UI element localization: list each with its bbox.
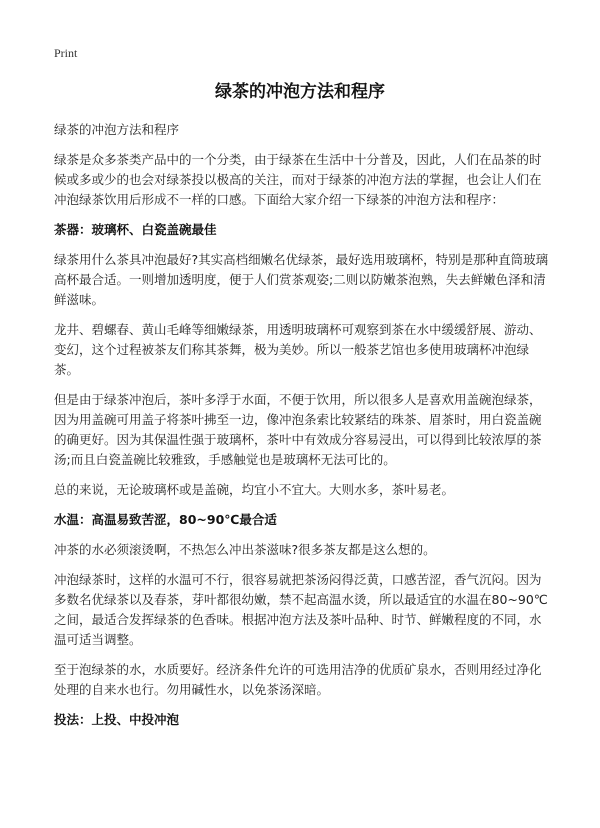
teaware-paragraph-4: 总的来说，无论玻璃杯或是盖碗，均宜小不宜大。大则水多，茶叶易老。	[54, 482, 455, 497]
water-paragraph-3: 至于泡绿茶的水，水质要好。经济条件允许的可选用洁净的优质矿泉水，否则用经过净化处理的自来水也行。勿用碱性水，以免茶汤深暗。	[54, 662, 542, 697]
article-subtitle: 绿茶的冲泡方法和程序	[54, 122, 180, 137]
section-heading-teaware: 茶器：玻璃杯、白瓷盖碗最佳	[54, 222, 217, 237]
water-paragraph-1: 冲茶的水必须滚烫啊，不热怎么冲出茶滋味?很多茶友都是这么想的。	[54, 542, 436, 557]
print-link[interactable]: Print	[54, 46, 78, 60]
section-heading-water-temperature: 水温：高温易致苦涩，80~90℃最合适	[54, 512, 277, 527]
teaware-paragraph-1: 绿茶用什么茶具冲泡最好?其实高档细嫩名优绿茶，最好选用玻璃杯，特别是那种直筒玻璃高杯最合适。一则增加透明度，便于人们赏茶观姿;二则以防嫩茶泡熟，失去鲜嫩色泽和清鲜滋味。	[54, 252, 549, 307]
intro-paragraph: 绿茶是众多茶类产品中的一个分类，由于绿茶在生活中十分普及，因此，人们在品茶的时候或多或少的也会对绿茶投以极高的关注，而对于绿茶的冲泡方法的掌握，也会让人们在冲泡绿茶饮用后形成不一样的口感。下面给大家介绍一下绿茶的冲泡方法和程序：	[54, 152, 542, 207]
document-title: 绿茶的冲泡方法和程序	[215, 82, 385, 102]
teaware-paragraph-2: 龙井、碧螺春、黄山毛峰等细嫩绿茶，用透明玻璃杯可观察到茶在水中缓缓舒展、游动、变幻，这个过程被茶友们称其茶舞，极为美妙。所以一般茶艺馆也多使用玻璃杯冲泡绿茶。	[54, 322, 542, 377]
section-heading-steeping-method: 投法：上投、中投冲泡	[54, 712, 180, 727]
teaware-paragraph-3: 但是由于绿茶冲泡后，茶叶多浮于水面，不便于饮用，所以很多人是喜欢用盖碗泡绿茶，因为用盖碗可用盖子将茶叶拂至一边，像冲泡条索比较紧结的珠茶、眉茶时，用白瓷盖碗的确更好。因为其保温性强于玻璃杯，茶叶中有效成分容易浸出，可以得到比较浓厚的茶汤;而且白瓷盖碗比较雅致，手感触觉也是玻璃杯无法可比的。	[54, 392, 542, 467]
article-body	[54, 120, 550, 740]
water-paragraph-2: 冲泡绿茶时，这样的水温可不行，很容易就把茶汤闷得泛黄，口感苦涩，香气沉闷。因为多数名优绿茶以及春茶，芽叶都很幼嫩，禁不起高温水烫，所以最适宜的水温在80~90℃之间，最适合发挥绿茶的色香味。根据冲泡方法及茶叶品种、时节、鲜嫩程度的不同，水温可适当调整。	[54, 572, 548, 647]
